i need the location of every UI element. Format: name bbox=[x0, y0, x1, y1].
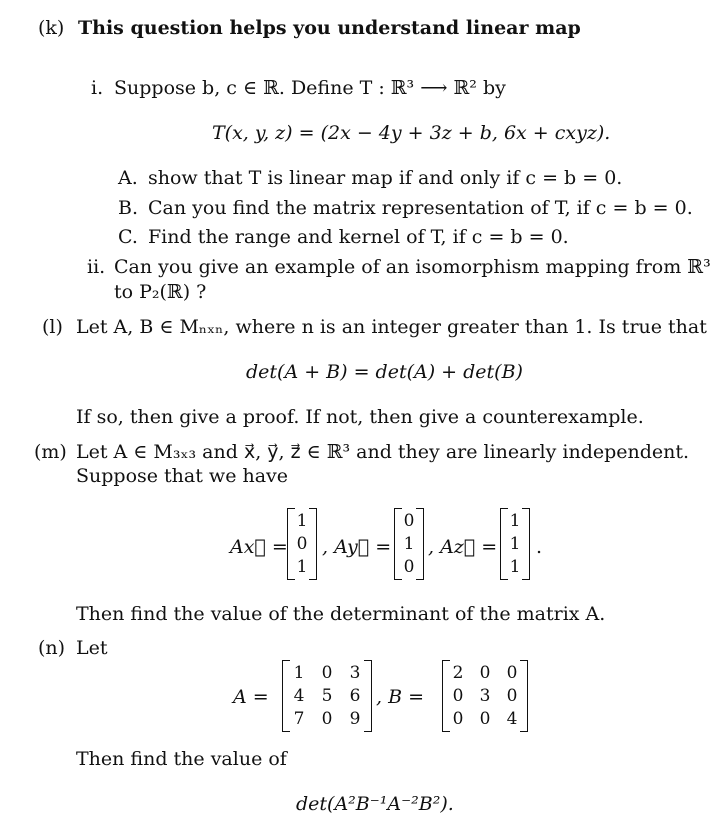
part-n-label: (n) bbox=[38, 637, 66, 659]
part-n-line1: Let bbox=[76, 637, 108, 659]
part-l-line1: Let A, B ∈ Mₙₓₙ, where n is an integer greater than 1. Is true that bbox=[76, 316, 707, 338]
vector-cell: 1 bbox=[509, 534, 521, 554]
part-k-label: (k) bbox=[38, 17, 65, 39]
part-k-ii-label: ii. bbox=[87, 256, 106, 278]
vector-cell: 0 bbox=[403, 511, 415, 531]
matrix-a bbox=[282, 660, 372, 732]
part-n-formula: det(A²B⁻¹A⁻²B²). bbox=[296, 793, 454, 815]
matrix-cell: 4 bbox=[506, 709, 518, 729]
vector-az bbox=[500, 508, 530, 580]
part-k-i-b-label: B. bbox=[118, 197, 139, 219]
matrix-cell: 4 bbox=[293, 686, 305, 706]
part-l-line2: If so, then give a proof. If not, then give a counterexample. bbox=[76, 406, 644, 428]
matrix-cell: 5 bbox=[321, 686, 333, 706]
matrix-cell: 0 bbox=[321, 663, 333, 683]
vector-cell: 1 bbox=[509, 511, 521, 531]
part-k-ii-line1: Can you give an example of an isomorphism mapping from ℝ³ bbox=[114, 256, 711, 278]
vector-cell: 1 bbox=[509, 557, 521, 577]
vector-cell: 1 bbox=[403, 534, 415, 554]
matrix-cell: 0 bbox=[506, 663, 518, 683]
matrix-cell: 0 bbox=[452, 686, 464, 706]
matrix-cell: 0 bbox=[479, 663, 491, 683]
part-k-i-intro: Suppose b, c ∈ ℝ. Define T : ℝ³ ⟶ ℝ² by bbox=[114, 77, 506, 99]
matrix-cell: 0 bbox=[506, 686, 518, 706]
part-k-i-formula: T(x, y, z) = (2x − 4y + 3z + b, 6x + cxyz). bbox=[212, 122, 611, 144]
matrix-b bbox=[442, 660, 528, 732]
part-m-line1: Let A ∈ M₃ₓ₃ and x⃗, y⃗, z⃗ ∈ ℝ³ and they are linearly independent. bbox=[76, 441, 690, 463]
part-l-label: (l) bbox=[42, 316, 63, 338]
part-k-i-a-text: show that T is linear map if and only if c = b = 0. bbox=[148, 167, 623, 189]
part-k-title: This question helps you understand linear map bbox=[78, 17, 581, 39]
part-k-ii-line2: to P₂(ℝ) ? bbox=[114, 281, 207, 303]
part-k-i-b-text: Can you find the matrix representation of T, if c = b = 0. bbox=[148, 197, 693, 219]
part-k-i-c-label: C. bbox=[118, 226, 138, 248]
matrix-cell: 6 bbox=[349, 686, 361, 706]
matrix-cell: 0 bbox=[321, 709, 333, 729]
vector-cell: 0 bbox=[296, 534, 308, 554]
vector-cell: 0 bbox=[403, 557, 415, 577]
part-m-label: (m) bbox=[34, 441, 67, 463]
matrix-cell: 1 bbox=[293, 663, 305, 683]
vector-ay bbox=[394, 508, 424, 580]
vector-ax bbox=[287, 508, 317, 580]
part-k-i-a-label: A. bbox=[118, 167, 138, 189]
vector-cell: 1 bbox=[296, 557, 308, 577]
eq-ay-label: , Ay⃗ = bbox=[322, 536, 392, 558]
matrix-cell: 2 bbox=[452, 663, 464, 683]
matrix-a-label: A = bbox=[233, 686, 269, 708]
vector-cell: 1 bbox=[296, 511, 308, 531]
matrix-cell: 7 bbox=[293, 709, 305, 729]
matrix-cell: 3 bbox=[349, 663, 361, 683]
matrix-cell: 3 bbox=[479, 686, 491, 706]
part-m-line3: Then find the value of the determinant of the matrix A. bbox=[76, 603, 606, 625]
matrix-cell: 9 bbox=[349, 709, 361, 729]
part-k-i-label: i. bbox=[91, 77, 104, 99]
part-k-i-c-text: Find the range and kernel of T, if c = b = 0. bbox=[148, 226, 569, 248]
eq-az-label: , Az⃗ = bbox=[428, 536, 498, 558]
eq-ax-label: Ax⃗ = bbox=[230, 536, 288, 558]
part-n-line2: Then find the value of bbox=[76, 748, 287, 770]
eq-period: . bbox=[536, 536, 543, 558]
matrix-b-label: , B = bbox=[376, 686, 425, 708]
matrix-cell: 0 bbox=[452, 709, 464, 729]
part-l-formula: det(A + B) = det(A) + det(B) bbox=[246, 361, 523, 383]
matrix-cell: 0 bbox=[479, 709, 491, 729]
part-m-line2: Suppose that we have bbox=[76, 465, 289, 487]
